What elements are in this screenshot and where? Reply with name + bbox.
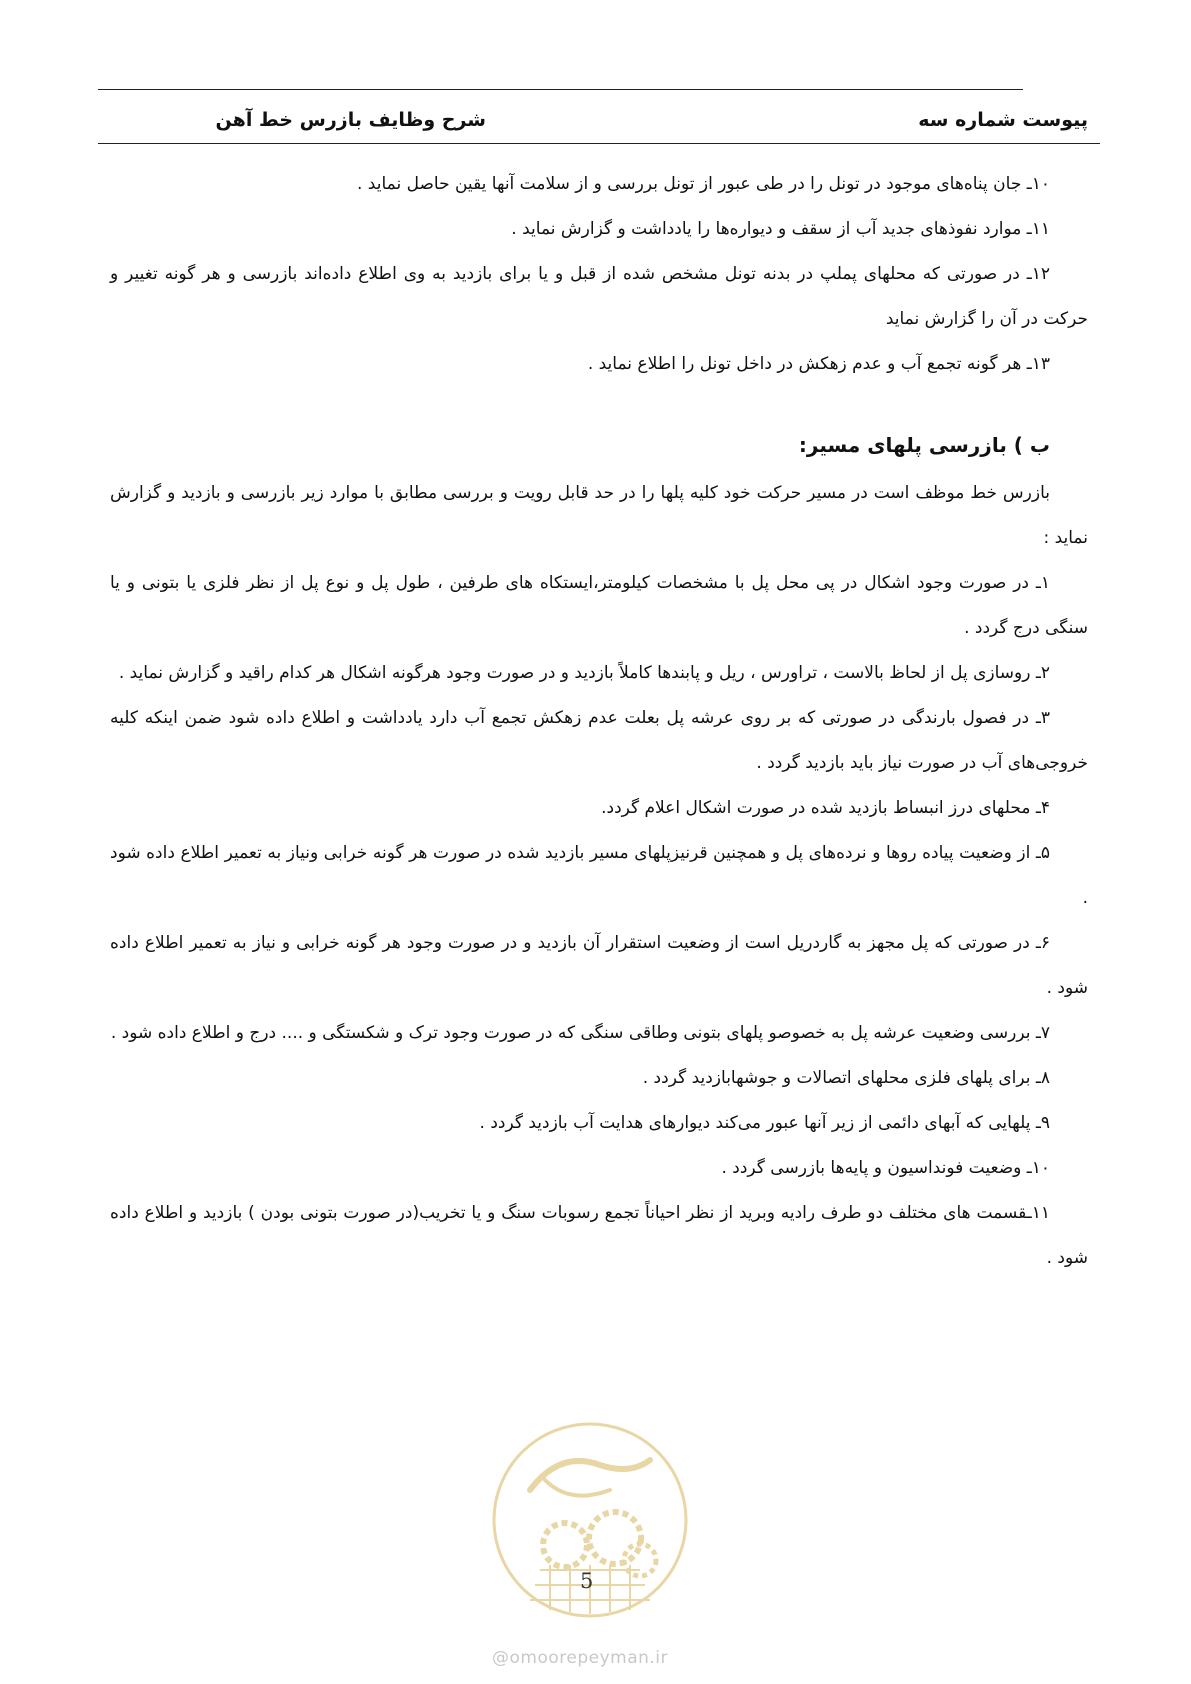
bridge-item-8: ۸ـ برای پلهای فلزی محلهای اتصالات و جوشهابازدید گردد . [642, 1068, 1050, 1088]
page-number: 5 [580, 1569, 594, 1593]
bridge-item-6: ۶ـ در صورتی که پل مجهز به گاردریل است از وضعیت استقرار آن بازدید و در صورت وجود هر گونه خرابی و نیاز به تعمیر اطلاع داده شود . [110, 933, 1088, 998]
tunnel-item-12: ۱۲ـ در صورتی که محلهای پملپ در بدنه تونل مشخص شده از قبل و یا برای بازدید به وی اطلاع داده‌اند بازرسی و هر گونه تغییر و حرکت در آن را گزارش نماید [110, 264, 1088, 329]
tunnel-item-10: ۱۰ـ جان پناه‌های موجود در تونل را در طی عبور از تونل بررسی و از سلامت آنها یقین حاصل نماید . [356, 174, 1050, 194]
bridge-item-10: ۱۰ـ وضعیت فونداسیون و پایه‌ها بازرسی گردد . [721, 1158, 1050, 1178]
watermark-site-text: @omoorepeyman.ir [492, 1648, 669, 1668]
bridge-item-2: ۲ـ روسازی پل از لحاظ بالاست ، تراورس ، ریل و پابندها کاملاً بازدید و در صورت وجود هرگونه اشکال هر کدام راقید و گزارش نماید . [118, 663, 1050, 683]
bridge-item-5: ۵ـ از وضعیت پیاده روها و نرده‌های پل و همچنین قرنیزپلهای مسیر بازدید شده در صورت هر گونه خرابی ونیاز به تعمیر اطلاع داده شود . [110, 843, 1088, 908]
section-b-intro: بازرس خط موظف است در مسیر حرکت خود کلیه پلها را در حد قابل رویت و بررسی مطابق با موارد زیر بازرسی و بازدید و گزارش نماید : [110, 483, 1088, 548]
bridge-item-1: ۱ـ در صورت وجود اشکال در پی محل پل با مشخصات کیلومتر،ایستکاه های طرفین ، طول پل و نوع پل از نظر فلزی یا بتونی و یا سنگی درج گردد . [110, 573, 1088, 638]
header-top-rule [98, 89, 1023, 90]
section-b-heading: ب ) بازرسی پلهای مسیر: [798, 433, 1050, 457]
document-title: شرح وظایف بازرس خط آهن [215, 109, 486, 131]
tunnel-item-13: ۱۳ـ هر گونه تجمع آب و عدم زهکش در داخل تونل را اطلاع نماید . [587, 354, 1050, 374]
bridge-item-3: ۳ـ در فصول بارندگی در صورتی که بر روی عرشه پل بعلت عدم زهکش تجمع آب دارد یادداشت و اطلاع داده شود ضمن اینکه کلیه خروجی‌های آب در صورت نیاز باید بازدید گردد . [110, 708, 1088, 773]
header-bottom-rule [98, 143, 1100, 144]
bridge-item-7: ۷ـ بررسی وضعیت عرشه پل به خصوصو پلهای بتونی وطاقی سنگی که در صورت وجود ترک و شکستگی و .... درج و اطلاع داده شود . [110, 1023, 1050, 1043]
page-body [110, 162, 1088, 1281]
bridge-item-4: ۴ـ محلهای درز انبساط بازدید شده در صورت اشکال اعلام گردد. [601, 798, 1050, 818]
bridge-item-11: ۱۱ـقسمت های مختلف دو طرف رادیه وبرید از نظر احیاناً تجمع رسوبات سنگ و یا تخریب(در صورت بتونی بودن ) بازدید و اطلاع داده شود . [110, 1203, 1088, 1268]
bridge-item-9: ۹ـ پلهایی که آبهای دائمی از زیر آنها عبور می‌کند دیوارهای هدایت آب بازدید گردد . [479, 1113, 1050, 1133]
appendix-title: پیوست شماره سه [918, 109, 1088, 131]
tunnel-item-11: ۱۱ـ موارد نفوذهای جدید آب از سقف و دیواره‌ها را یادداشت و گزارش نماید . [511, 219, 1050, 239]
